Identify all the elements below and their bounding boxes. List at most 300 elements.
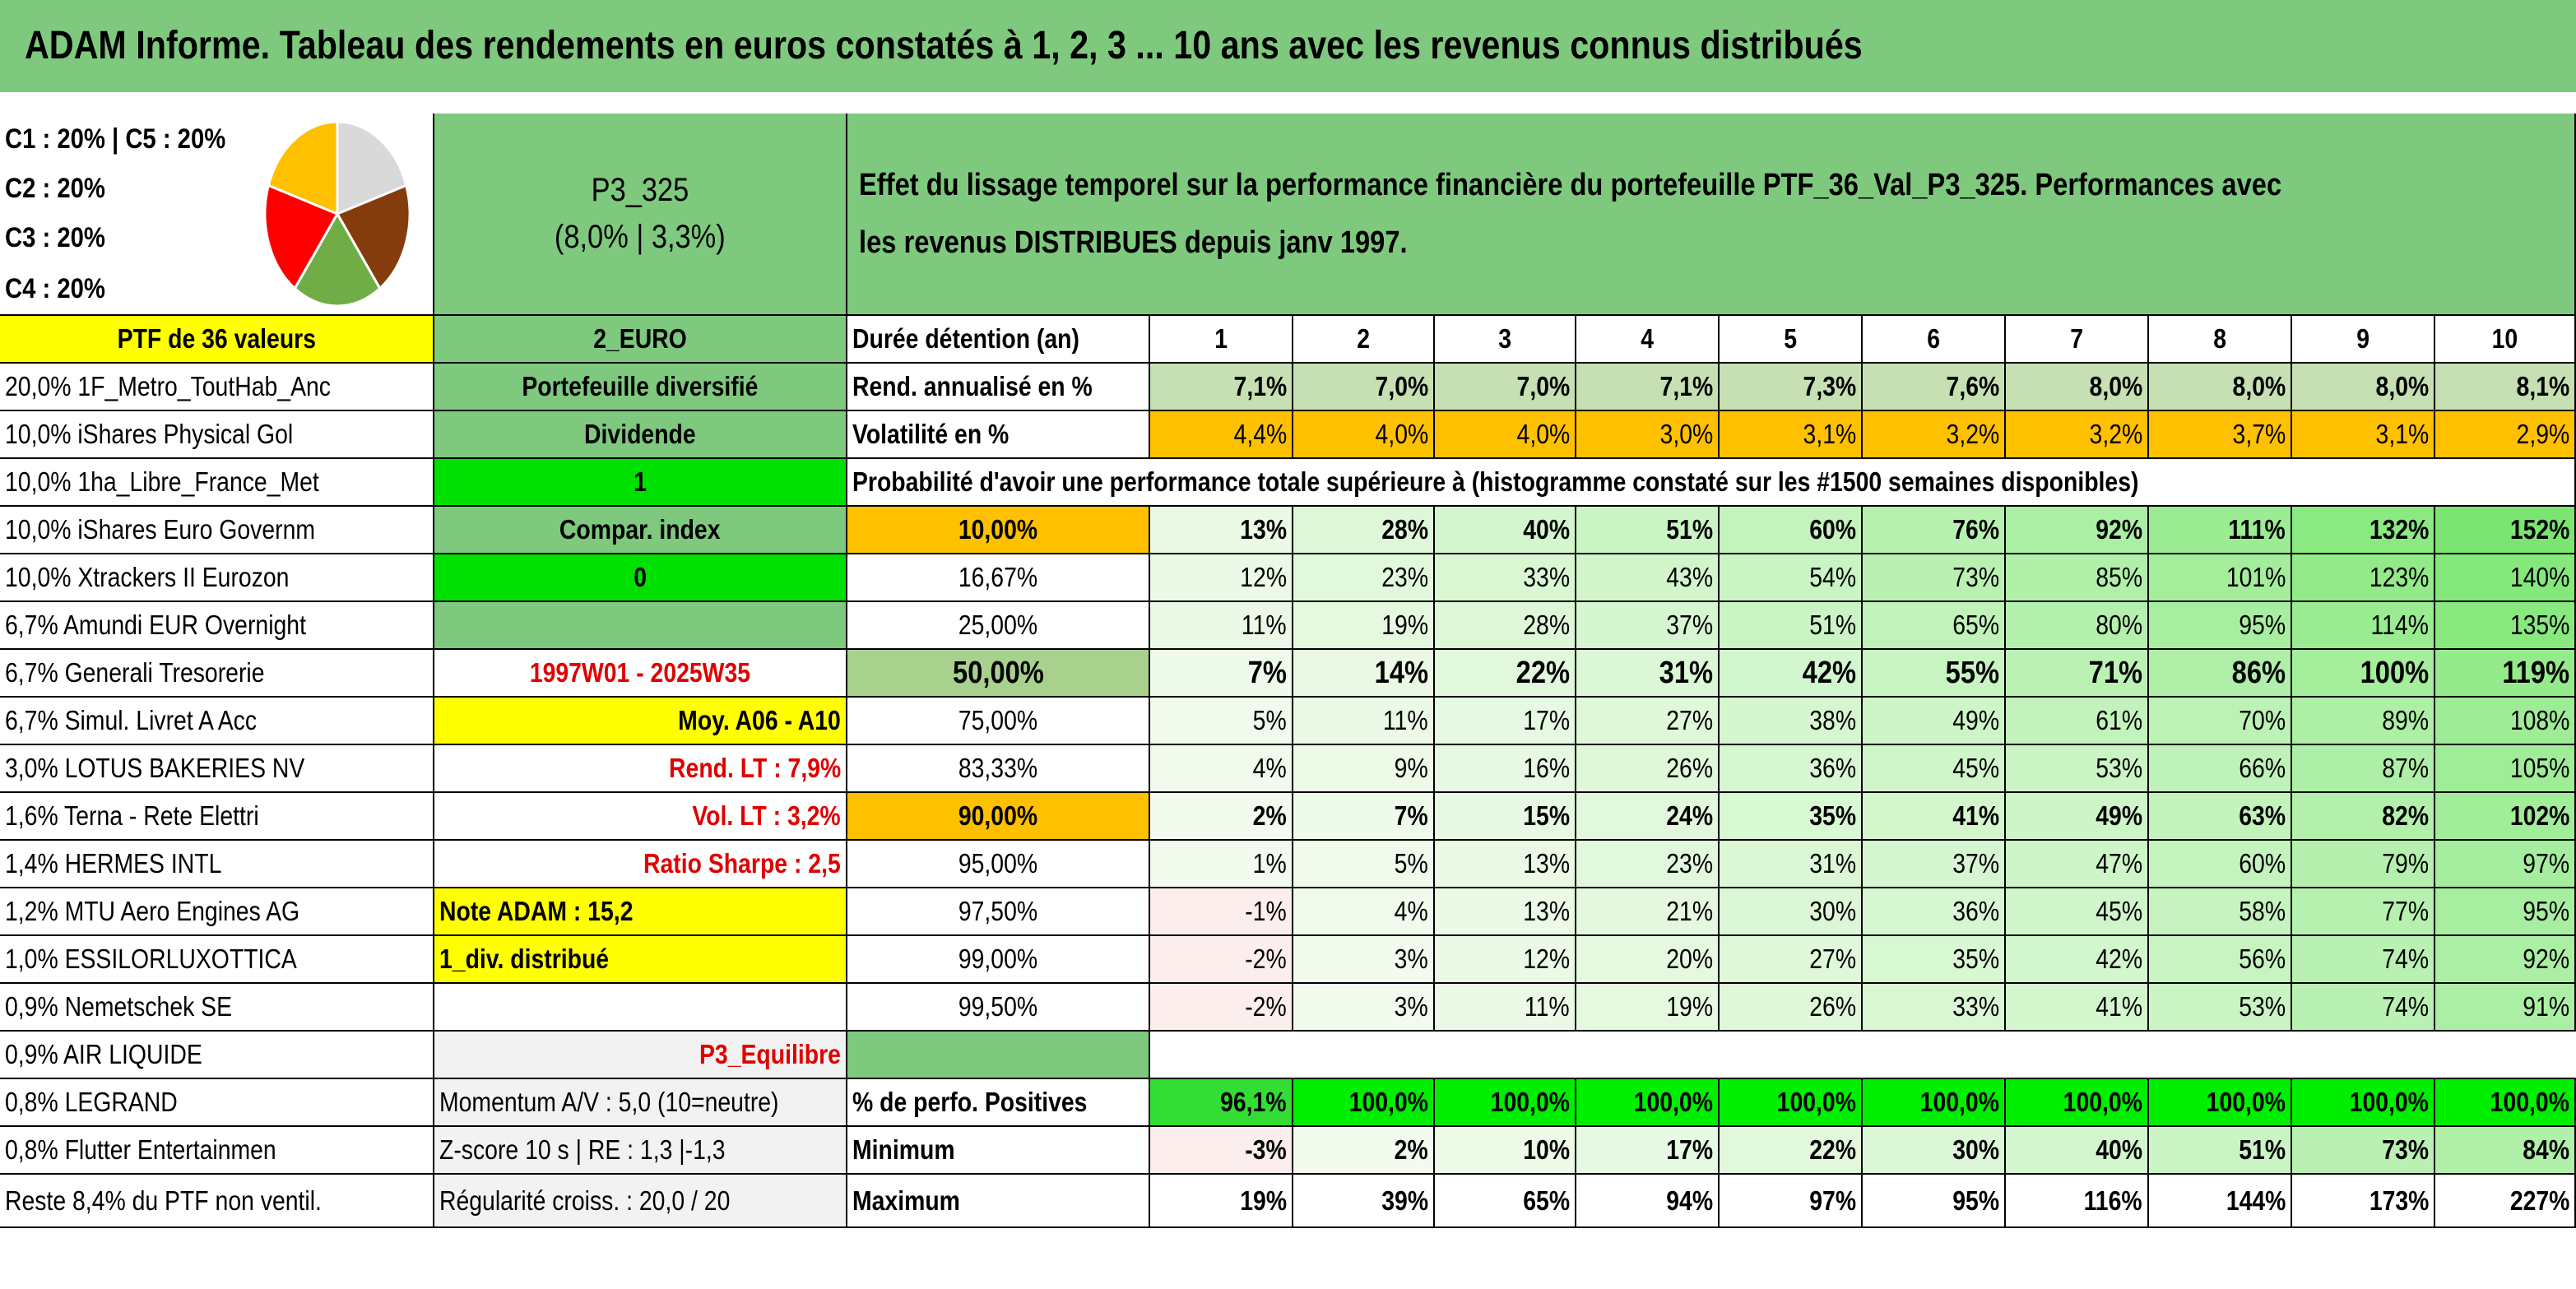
pos-value — [2292, 1079, 2435, 1127]
title-bar — [0, 0, 2576, 102]
holding-label-text: 10,0% iShares Euro Governm — [5, 514, 316, 545]
probability-value-text: 53% — [2239, 991, 2286, 1022]
rend-value-text: 7,6% — [1946, 371, 1999, 401]
holding-label-text: 0,9% Nemetschek SE — [5, 991, 233, 1022]
vol-value-text: 2,9% — [2516, 419, 2569, 449]
probability-value-text: 51% — [1809, 610, 1856, 640]
probability-value-text: 21% — [1666, 896, 1713, 926]
rend-value — [1150, 364, 1293, 411]
info-cell — [434, 554, 847, 602]
min-value-text: 17% — [1666, 1134, 1713, 1165]
rend-label-text: Rend. annualisé en % — [852, 371, 1093, 401]
probability-threshold-text: 90,00% — [958, 800, 1038, 831]
probability-value-text: 45% — [2096, 896, 2142, 926]
pos-value-text: 100,0% — [2206, 1087, 2286, 1117]
probability-value — [2006, 554, 2149, 602]
vol-value-text: 4,4% — [1233, 419, 1287, 449]
probability-value — [1150, 841, 1293, 888]
info-cell-text: Note ADAM : 15,2 — [439, 896, 634, 926]
probability-value-text: 114% — [2370, 610, 2429, 640]
pos-value-text: 100,0% — [2490, 1087, 2569, 1117]
probability-value — [1720, 554, 1863, 602]
probability-value — [2435, 984, 2576, 1032]
probability-value-text: 19% — [1381, 610, 1428, 640]
holding-label — [0, 459, 434, 507]
holding-label-text: 0,8% LEGRAND — [5, 1087, 178, 1117]
probability-value-text: 31% — [1809, 848, 1856, 879]
holding-label — [0, 984, 434, 1032]
probability-value-text: 105% — [2509, 753, 2569, 783]
probability-value-text: 27% — [1666, 705, 1713, 735]
probability-value — [2292, 888, 2435, 936]
probability-value-text: 26% — [1809, 991, 1856, 1022]
max-value-text: 173% — [2369, 1185, 2429, 1216]
probability-value-text: 85% — [2096, 562, 2142, 592]
probability-value — [2435, 841, 2576, 888]
probability-value — [2149, 936, 2292, 984]
probability-value — [2006, 984, 2149, 1032]
probability-value-text: 56% — [2239, 944, 2286, 974]
probability-value — [2149, 841, 2292, 888]
probability-value-text: 40% — [1523, 514, 1570, 545]
probability-value — [1293, 745, 1435, 793]
probability-value-text: 4% — [1394, 896, 1428, 926]
min-value-text: 22% — [1809, 1134, 1856, 1165]
probability-value-text: 79% — [2382, 848, 2429, 879]
probability-value-text: 35% — [1952, 944, 1999, 974]
probability-value-text: 13% — [1523, 848, 1570, 879]
info-cell-text: 1 — [634, 466, 647, 497]
probability-value — [2006, 650, 2149, 698]
pos-label-text: % de perfo. Positives — [852, 1087, 1088, 1117]
probability-value — [2006, 841, 2149, 888]
info-cell — [434, 745, 847, 793]
info-cell-text: Z-score 10 s | RE : 1,3 |-1,3 — [439, 1134, 726, 1165]
holding-label-text: 1,6% Terna - Rete Elettri — [5, 800, 259, 831]
holding-label — [0, 1032, 434, 1079]
probability-value — [2435, 602, 2576, 650]
rend-value-text: 7,0% — [1516, 371, 1570, 401]
probability-value — [1576, 698, 1720, 745]
min-value-text: 73% — [2382, 1134, 2429, 1165]
max-value — [1293, 1175, 1435, 1228]
probability-value — [2435, 554, 2576, 602]
probability-value-text: -1% — [1245, 896, 1287, 926]
vol-value-text: 4,0% — [1516, 419, 1570, 449]
probability-value — [1150, 507, 1293, 554]
vol-value — [1720, 411, 1863, 459]
probability-value-text: 43% — [1666, 562, 1713, 592]
holding-label — [0, 841, 434, 888]
holding-label — [0, 936, 434, 984]
probability-value — [1576, 554, 1720, 602]
portfolio-description: Effet du lissage temporel sur la performance financière du portefeuille PTF_36_Val_P3_325. Performances avec les revenus DISTRIBUES depuis janv 1997. — [859, 168, 2282, 260]
probability-value — [1435, 602, 1576, 650]
max-value — [1863, 1175, 2006, 1228]
probability-value — [2435, 698, 2576, 745]
probability-threshold-text: 16,67% — [958, 562, 1038, 592]
probability-value-text: 45% — [1952, 753, 1999, 783]
year-header — [2006, 316, 2149, 364]
probability-value — [1150, 936, 1293, 984]
probability-value-text: 37% — [1952, 848, 1999, 879]
probability-value-text: 11% — [1242, 610, 1287, 640]
probability-value — [1293, 507, 1435, 554]
probability-value-text: 19% — [1666, 991, 1713, 1022]
info-cell — [434, 936, 847, 984]
probability-value-text: 14% — [1374, 655, 1428, 690]
year-header-text: 6 — [1927, 323, 1940, 354]
holding-label — [0, 1079, 434, 1127]
rend-value-text: 8,0% — [2232, 371, 2286, 401]
probability-value-text: 36% — [1952, 896, 1999, 926]
probability-value-text: 55% — [1945, 655, 1999, 690]
info-cell-text: 1_div. distribué — [439, 944, 610, 974]
max-value-text: 227% — [2509, 1185, 2569, 1216]
probability-value — [2292, 507, 2435, 554]
rend-value — [1293, 364, 1435, 411]
holding-label — [0, 793, 434, 841]
info-cell-text: Vol. LT : 3,2% — [692, 800, 841, 831]
probability-value-text: 4% — [1252, 753, 1287, 783]
probability-value — [2292, 698, 2435, 745]
pos-value-text: 96,1% — [1220, 1087, 1287, 1117]
probability-value-text: 51% — [1666, 514, 1713, 545]
probability-value — [1435, 841, 1576, 888]
probability-value — [1293, 554, 1435, 602]
holding-label-text: 0,8% Flutter Entertainmen — [5, 1134, 276, 1165]
info-cell — [434, 411, 847, 459]
year-header — [2149, 316, 2292, 364]
holding-label-text: 3,0% LOTUS BAKERIES NV — [5, 753, 305, 783]
probability-value — [1435, 984, 1576, 1032]
probability-value-text: 35% — [1809, 800, 1856, 831]
max-value-text: 144% — [2226, 1185, 2286, 1216]
min-value — [2292, 1127, 2435, 1175]
empty-row — [1150, 1032, 2576, 1079]
probability-value-text: 31% — [1659, 655, 1713, 690]
max-value-text: 116% — [2083, 1185, 2142, 1216]
holding-label — [0, 507, 434, 554]
probability-value-text: 13% — [1240, 514, 1287, 545]
probability-value-text: -2% — [1245, 944, 1287, 974]
info-cell-text: 2_EURO — [593, 323, 687, 354]
info-cell-text: 1997W01 - 2025W35 — [529, 657, 751, 688]
probability-threshold — [847, 554, 1150, 602]
probability-value-text: 82% — [2382, 800, 2429, 831]
max-value-text: 19% — [1240, 1185, 1287, 1216]
vol-value — [1435, 411, 1576, 459]
probability-value-text: 13% — [1523, 896, 1570, 926]
legend-pie-cell — [0, 114, 434, 316]
holding-label-text: 20,0% 1F_Metro_ToutHab_Anc — [5, 371, 331, 401]
probability-value-text: 95% — [2239, 610, 2286, 640]
info-cell — [434, 507, 847, 554]
rend-value — [1435, 364, 1576, 411]
min-value-text: 84% — [2523, 1134, 2569, 1165]
probability-value-text: 119% — [2502, 655, 2569, 690]
info-cell — [434, 364, 847, 411]
probability-value-text: 66% — [2239, 753, 2286, 783]
probability-value — [1435, 793, 1576, 841]
holding-label — [0, 316, 434, 364]
probability-value — [2435, 507, 2576, 554]
rend-value — [1720, 364, 1863, 411]
legend-line: C4 : 20% — [5, 273, 105, 304]
probability-value — [1435, 650, 1576, 698]
probability-value — [2435, 936, 2576, 984]
legend-line: C3 : 20% — [5, 222, 105, 253]
probability-value — [2149, 888, 2292, 936]
holding-label-text: 10,0% 1ha_Libre_France_Met — [5, 466, 319, 497]
max-value-text: 39% — [1381, 1185, 1428, 1216]
info-cell — [434, 602, 847, 650]
probability-value-text: 54% — [1809, 562, 1856, 592]
min-value-text: -3% — [1245, 1134, 1287, 1165]
probability-value-text: 91% — [2523, 991, 2569, 1022]
probability-value-text: 152% — [2509, 514, 2569, 545]
probability-value-text: 100% — [2360, 655, 2429, 690]
probability-value-text: 42% — [2096, 944, 2142, 974]
probability-value — [1293, 888, 1435, 936]
probability-value-text: 11% — [1525, 991, 1570, 1022]
probability-value — [2006, 793, 2149, 841]
probability-threshold-text: 99,00% — [958, 944, 1038, 974]
probability-value — [1863, 841, 2006, 888]
probability-value — [1150, 650, 1293, 698]
probability-value — [2006, 888, 2149, 936]
max-value — [2006, 1175, 2149, 1228]
probability-value — [2435, 888, 2576, 936]
max-value — [1576, 1175, 1720, 1228]
holding-label — [0, 745, 434, 793]
holding-label-text: 6,7% Amundi EUR Overnight — [5, 610, 306, 640]
probability-value — [2149, 507, 2292, 554]
holding-label-text: 6,7% Generali Tresorerie — [5, 657, 265, 688]
probability-value — [2149, 745, 2292, 793]
probability-value — [1863, 602, 2006, 650]
probability-value-text: 61% — [2096, 705, 2142, 735]
info-cell-text: Compar. index — [559, 514, 721, 545]
probability-value — [1720, 841, 1863, 888]
pos-value — [2435, 1079, 2576, 1127]
probability-value — [2149, 650, 2292, 698]
info-cell-text: Portefeuille diversifié — [522, 371, 759, 401]
pos-value — [2149, 1079, 2292, 1127]
header-label — [847, 316, 1150, 364]
holding-label-text: 6,7% Simul. Livret A Acc — [5, 705, 258, 735]
vol-value — [2292, 411, 2435, 459]
year-header-text: 10 — [2491, 323, 2518, 354]
info-cell — [434, 1032, 847, 1079]
probability-value-text: 36% — [1809, 753, 1856, 783]
holding-label — [0, 888, 434, 936]
rend-value-text: 8,0% — [2375, 371, 2429, 401]
probability-value-text: 101% — [2226, 562, 2286, 592]
rend-label — [847, 364, 1150, 411]
min-value — [1293, 1127, 1435, 1175]
probability-value-text: 41% — [2096, 991, 2142, 1022]
year-header — [1150, 316, 1293, 364]
probability-value — [1150, 745, 1293, 793]
probability-value-text: 74% — [2382, 944, 2429, 974]
probability-value-text: 111% — [2228, 514, 2286, 545]
probability-value-text: 89% — [2382, 705, 2429, 735]
max-value-text: 95% — [1952, 1185, 1999, 1216]
probability-value — [1576, 984, 1720, 1032]
legend-line: C1 : 20% | C5 : 20% — [5, 123, 226, 155]
min-value — [1863, 1127, 2006, 1175]
probability-value — [1863, 984, 2006, 1032]
probability-value — [2006, 507, 2149, 554]
info-cell — [434, 650, 847, 698]
probability-value — [2292, 650, 2435, 698]
probability-value-text: 7% — [1247, 655, 1287, 690]
min-value — [1150, 1127, 1293, 1175]
vol-label — [847, 411, 1150, 459]
pos-value-text: 100,0% — [1633, 1087, 1713, 1117]
holding-label — [0, 411, 434, 459]
probability-value — [1863, 793, 2006, 841]
probability-value-text: 28% — [1523, 610, 1570, 640]
probability-value — [1435, 936, 1576, 984]
probability-value — [1720, 888, 1863, 936]
probability-value-text: 102% — [2509, 800, 2569, 831]
probability-value-text: 28% — [1381, 514, 1428, 545]
probability-value-text: 12% — [1523, 944, 1570, 974]
holding-label-text: 10,0% iShares Physical Gol — [5, 419, 294, 449]
info-cell-text: Ratio Sharpe : 2,5 — [643, 848, 841, 879]
probability-value-text: 108% — [2509, 705, 2569, 735]
info-cell — [434, 698, 847, 745]
max-value — [2149, 1175, 2292, 1228]
pos-value — [1576, 1079, 1720, 1127]
probability-value-text: 15% — [1523, 800, 1570, 831]
probability-value — [2006, 698, 2149, 745]
rend-value-text: 8,1% — [2516, 371, 2569, 401]
probability-threshold — [847, 650, 1150, 698]
probability-value — [2149, 984, 2292, 1032]
probability-threshold — [847, 507, 1150, 554]
probability-value-text: 17% — [1523, 705, 1570, 735]
probability-value-text: 5% — [1394, 848, 1428, 879]
probability-value-text: 60% — [1809, 514, 1856, 545]
rend-value — [2435, 364, 2576, 411]
min-value — [1576, 1127, 1720, 1175]
min-value-text: 2% — [1394, 1134, 1428, 1165]
holding-label — [0, 364, 434, 411]
probability-value — [2292, 602, 2435, 650]
probability-value — [1293, 602, 1435, 650]
year-header — [1435, 316, 1576, 364]
probability-value-text: 132% — [2369, 514, 2429, 545]
vol-label-text: Volatilité en % — [852, 419, 1010, 449]
probability-value-text: -2% — [1245, 991, 1287, 1022]
probability-value — [1576, 745, 1720, 793]
probability-value — [2149, 698, 2292, 745]
max-value — [1435, 1175, 1576, 1228]
portfolio-stats: (8,0% | 3,3%) — [555, 219, 726, 255]
max-value — [1150, 1175, 1293, 1228]
probability-value — [1150, 984, 1293, 1032]
year-header — [2292, 316, 2435, 364]
holding-label-text: 0,9% AIR LIQUIDE — [5, 1039, 202, 1069]
probability-value — [1720, 793, 1863, 841]
probability-value — [2435, 793, 2576, 841]
probability-value — [1435, 507, 1576, 554]
probability-value — [1293, 793, 1435, 841]
holding-label-text: 1,2% MTU Aero Engines AG — [5, 896, 300, 926]
max-value-text: 65% — [1523, 1185, 1570, 1216]
empty-cell — [847, 1032, 1150, 1079]
probability-value-text: 49% — [2096, 800, 2142, 831]
probability-value-text: 140% — [2509, 562, 2569, 592]
rend-value-text: 7,1% — [1233, 371, 1287, 401]
probability-value — [2006, 602, 2149, 650]
info-cell-text: Moy. A06 - A10 — [678, 705, 841, 735]
portfolio-id-cell — [434, 114, 847, 316]
min-value — [1435, 1127, 1576, 1175]
holding-label — [0, 1175, 434, 1228]
min-value — [2149, 1127, 2292, 1175]
info-cell — [434, 1079, 847, 1127]
holding-label — [0, 1127, 434, 1175]
vol-value-text: 4,0% — [1375, 419, 1428, 449]
holding-label-text: Reste 8,4% du PTF non ventil. — [5, 1185, 322, 1216]
probability-value-text: 80% — [2096, 610, 2142, 640]
probability-value — [1435, 554, 1576, 602]
info-cell-text: Rend. LT : 7,9% — [668, 753, 841, 783]
year-header — [1293, 316, 1435, 364]
max-label-text: Maximum — [852, 1185, 960, 1216]
probability-value-text: 63% — [2239, 800, 2286, 831]
probability-value-text: 53% — [2096, 753, 2142, 783]
page-title: ADAM Informe. Tableau des rendements en euros constatés à 1, 2, 3 ... 10 ans avec les revenus connus distribués — [25, 24, 1863, 67]
year-header — [1720, 316, 1863, 364]
year-header — [1576, 316, 1720, 364]
vol-value — [1150, 411, 1293, 459]
probability-value — [1720, 745, 1863, 793]
probability-value — [1863, 745, 2006, 793]
pos-value — [1720, 1079, 1863, 1127]
year-header-text: 2 — [1357, 323, 1370, 354]
info-cell — [434, 841, 847, 888]
year-header-text: 5 — [1784, 323, 1797, 354]
vol-value — [1293, 411, 1435, 459]
rend-value — [1576, 364, 1720, 411]
vol-value — [2006, 411, 2149, 459]
probability-value-text: 70% — [2239, 705, 2286, 735]
year-header-text: 4 — [1641, 323, 1654, 354]
probability-value-text: 60% — [2239, 848, 2286, 879]
probability-value — [1150, 888, 1293, 936]
probability-value-text: 3% — [1394, 944, 1428, 974]
vol-value — [1576, 411, 1720, 459]
min-value — [2435, 1127, 2576, 1175]
min-label — [847, 1127, 1150, 1175]
probability-value-text: 135% — [2509, 610, 2569, 640]
year-header-text: 3 — [1498, 323, 1511, 354]
probability-value — [1863, 698, 2006, 745]
probability-value — [1576, 602, 1720, 650]
pos-value-text: 100,0% — [1490, 1087, 1570, 1117]
probability-value — [2006, 936, 2149, 984]
probability-threshold-text: 95,00% — [958, 848, 1038, 879]
probability-value-text: 24% — [1666, 800, 1713, 831]
probability-threshold — [847, 698, 1150, 745]
probability-value — [2292, 793, 2435, 841]
rend-value-text: 7,1% — [1659, 371, 1713, 401]
